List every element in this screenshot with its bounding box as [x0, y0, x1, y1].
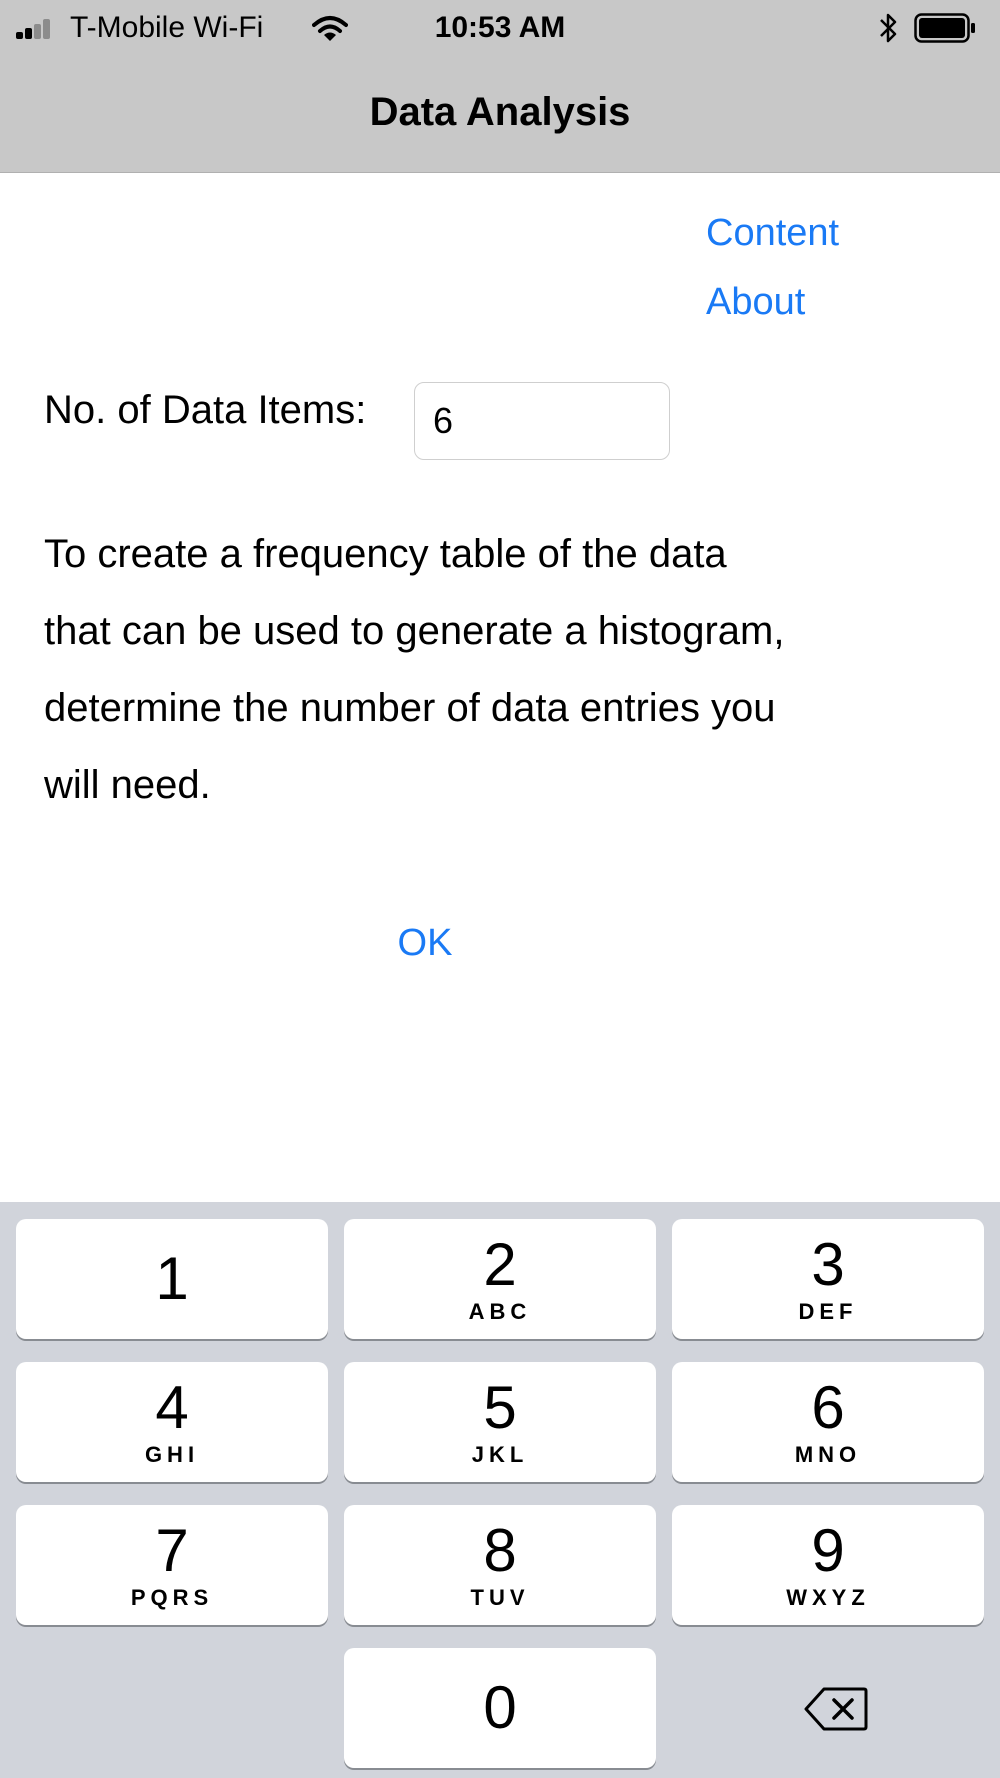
- key-letters: JKL: [471, 1442, 529, 1467]
- data-items-label: No. of Data Items:: [44, 388, 367, 432]
- about-link[interactable]: About: [706, 281, 806, 323]
- key-3[interactable]: [672, 1219, 984, 1339]
- key-6[interactable]: [672, 1362, 984, 1482]
- key-digit: 2: [483, 1231, 517, 1298]
- key-digit: 8: [483, 1517, 517, 1584]
- key-9[interactable]: [672, 1505, 984, 1625]
- delete-key[interactable]: [672, 1648, 984, 1768]
- instructions-text: To create a frequency table of the data that can be used to generate a histogram, determine the number of data entries you will need.: [44, 532, 785, 807]
- key-letters: TUV: [470, 1585, 530, 1610]
- key-7[interactable]: [16, 1505, 328, 1625]
- key-digit: 0: [483, 1674, 517, 1741]
- key-8[interactable]: [344, 1505, 656, 1625]
- key-letters: ABC: [468, 1299, 532, 1324]
- carrier-name: T-Mobile Wi-Fi: [70, 11, 264, 44]
- key-digit: 9: [811, 1517, 845, 1584]
- page-title: Data Analysis: [369, 90, 631, 134]
- backspace-icon: [804, 1686, 868, 1732]
- key-digit: 4: [155, 1374, 189, 1441]
- key-letters: PQRS: [130, 1585, 214, 1610]
- navigation-bar: [0, 58, 1000, 173]
- key-letters: MNO: [794, 1442, 862, 1467]
- ok-button[interactable]: OK: [397, 922, 453, 964]
- key-letters: WXYZ: [786, 1585, 870, 1610]
- status-bar: [0, 0, 1000, 58]
- key-1[interactable]: [16, 1219, 328, 1339]
- key-2[interactable]: [344, 1219, 656, 1339]
- data-items-input[interactable]: [414, 382, 670, 460]
- bluetooth-icon: [876, 11, 900, 45]
- status-time: 10:53 AM: [434, 11, 566, 44]
- key-digit: 3: [811, 1231, 845, 1298]
- key-letters: GHI: [144, 1442, 200, 1467]
- key-4[interactable]: [16, 1362, 328, 1482]
- key-digit: 1: [155, 1245, 189, 1312]
- key-0[interactable]: [344, 1648, 656, 1768]
- battery-icon: [914, 13, 976, 43]
- key-letters: DEF: [798, 1299, 858, 1324]
- key-5[interactable]: [344, 1362, 656, 1482]
- key-digit: 5: [483, 1374, 517, 1441]
- key-digit: 7: [155, 1517, 189, 1584]
- key-digit: 6: [811, 1374, 845, 1441]
- content-link[interactable]: Content: [706, 212, 840, 254]
